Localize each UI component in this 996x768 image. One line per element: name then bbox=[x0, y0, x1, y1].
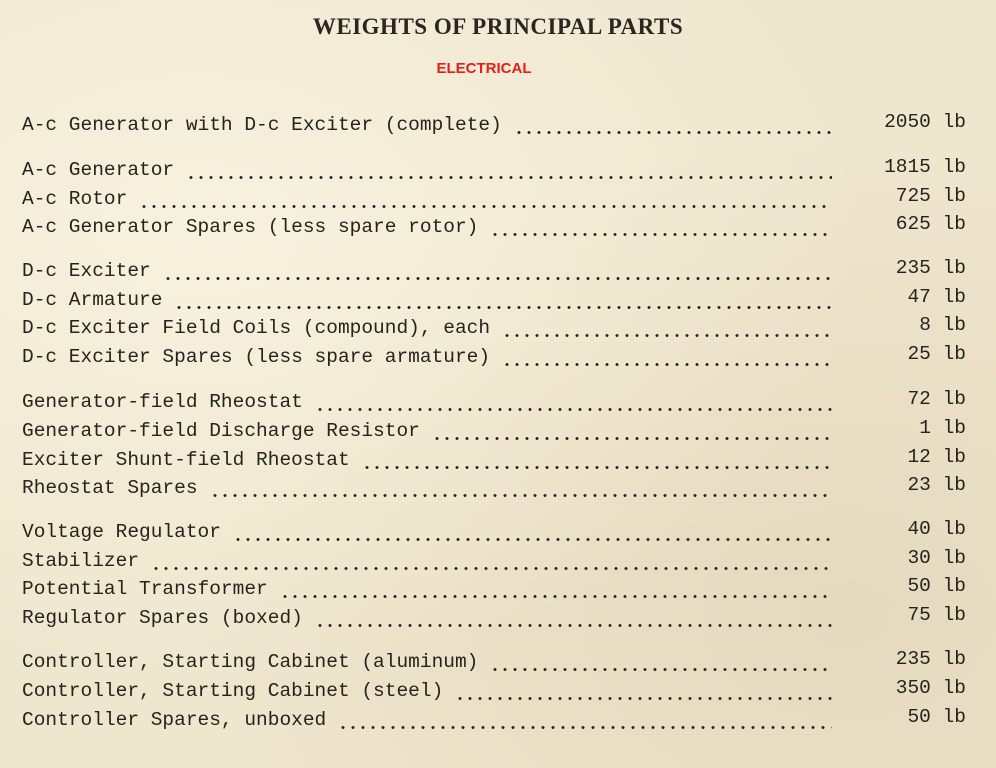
part-row bbox=[22, 111, 966, 140]
part-name: D-c Exciter Spares (less spare armature) bbox=[22, 346, 491, 368]
part-name: Potential Transformer bbox=[22, 578, 268, 600]
dot-leader bbox=[455, 697, 832, 700]
part-weight: 725 lb bbox=[895, 185, 966, 207]
part-row bbox=[22, 518, 966, 547]
dot-leader bbox=[490, 668, 832, 671]
dot-leader bbox=[210, 494, 832, 497]
dot-leader bbox=[186, 176, 832, 179]
section-label: ELECTRICAL bbox=[436, 60, 532, 77]
part-name: Generator-field Rheostat bbox=[22, 391, 303, 413]
dot-leader bbox=[174, 306, 832, 309]
part-weight: 350 lb bbox=[895, 677, 966, 699]
part-row bbox=[22, 343, 966, 372]
part-row bbox=[22, 547, 966, 576]
part-row bbox=[22, 213, 966, 242]
part-name: Controller Spares, unboxed bbox=[22, 709, 327, 731]
part-weight: 23 lb bbox=[907, 474, 966, 496]
part-row bbox=[22, 446, 966, 475]
dot-leader bbox=[432, 437, 832, 440]
part-weight: 1815 lb bbox=[884, 156, 966, 178]
dot-leader bbox=[502, 363, 832, 366]
part-row bbox=[22, 575, 966, 604]
part-row bbox=[22, 604, 966, 633]
part-name: Voltage Regulator bbox=[22, 521, 221, 543]
part-row bbox=[22, 648, 966, 677]
part-weight: 1 lb bbox=[919, 417, 966, 439]
part-name: Regulator Spares (boxed) bbox=[22, 607, 303, 629]
part-weight: 40 lb bbox=[907, 518, 966, 540]
part-weight: 50 lb bbox=[907, 575, 966, 597]
part-weight: 12 lb bbox=[907, 446, 966, 468]
part-weight: 625 lb bbox=[895, 213, 966, 235]
dot-leader bbox=[151, 567, 832, 570]
part-row bbox=[22, 156, 966, 185]
part-name: A-c Generator Spares (less spare rotor) bbox=[22, 216, 479, 238]
part-row bbox=[22, 417, 966, 446]
part-row bbox=[22, 474, 966, 503]
part-weight: 8 lb bbox=[919, 314, 966, 336]
part-name: Exciter Shunt-field Rheostat bbox=[22, 449, 350, 471]
part-name: D-c Exciter bbox=[22, 260, 151, 282]
part-name: Stabilizer bbox=[22, 550, 140, 572]
dot-leader bbox=[362, 466, 832, 469]
part-row bbox=[22, 286, 966, 315]
part-row bbox=[22, 185, 966, 214]
dot-leader bbox=[315, 408, 832, 411]
dot-leader bbox=[502, 334, 832, 337]
part-weight: 25 lb bbox=[907, 343, 966, 365]
part-weight: 30 lb bbox=[907, 547, 966, 569]
part-row bbox=[22, 257, 966, 286]
dot-leader bbox=[338, 726, 832, 729]
dot-leader bbox=[315, 624, 832, 627]
dot-leader bbox=[514, 131, 832, 134]
part-weight: 50 lb bbox=[907, 706, 966, 728]
part-name: Generator-field Discharge Resistor bbox=[22, 420, 420, 442]
part-weight: 47 lb bbox=[907, 286, 966, 308]
part-row bbox=[22, 314, 966, 343]
dot-leader bbox=[280, 595, 832, 598]
part-name: A-c Generator with D-c Exciter (complete) bbox=[22, 114, 502, 136]
part-weight: 235 lb bbox=[895, 648, 966, 670]
part-weight: 2050 lb bbox=[884, 111, 966, 133]
part-row bbox=[22, 677, 966, 706]
part-name: Controller, Starting Cabinet (aluminum) bbox=[22, 651, 479, 673]
part-name: D-c Armature bbox=[22, 289, 163, 311]
dot-leader bbox=[163, 277, 832, 280]
dot-leader bbox=[233, 538, 832, 541]
part-weight: 72 lb bbox=[907, 388, 966, 410]
part-weight: 75 lb bbox=[907, 604, 966, 626]
part-name: Controller, Starting Cabinet (steel) bbox=[22, 680, 444, 702]
part-name: A-c Rotor bbox=[22, 188, 128, 210]
part-name: A-c Generator bbox=[22, 159, 175, 181]
dot-leader bbox=[139, 205, 832, 208]
part-name: D-c Exciter Field Coils (compound), each bbox=[22, 317, 491, 339]
part-weight: 235 lb bbox=[895, 257, 966, 279]
part-row bbox=[22, 388, 966, 417]
page-title: WEIGHTS OF PRINCIPAL PARTS bbox=[312, 14, 684, 39]
part-name: Rheostat Spares bbox=[22, 477, 198, 499]
part-row bbox=[22, 706, 966, 735]
dot-leader bbox=[490, 233, 832, 236]
